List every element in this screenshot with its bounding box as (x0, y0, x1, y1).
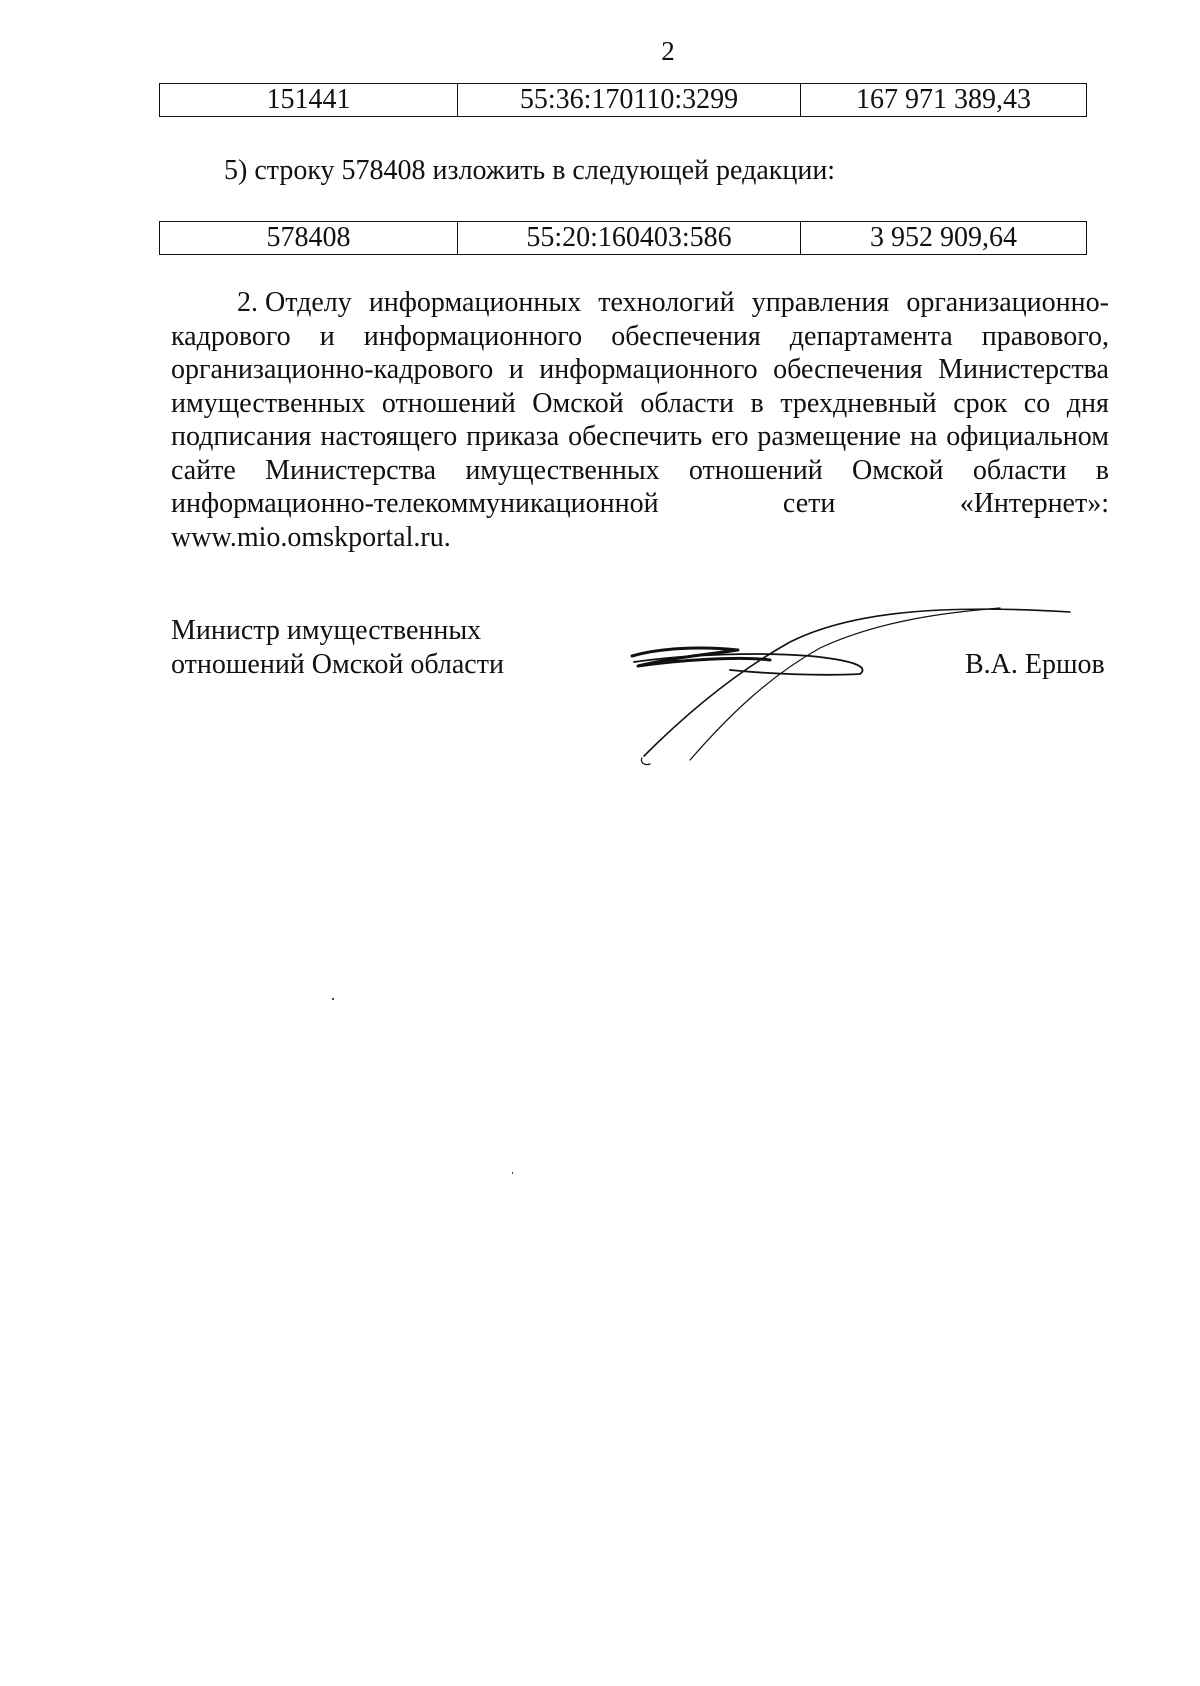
signatory-title-line: Министр имущественных (171, 615, 482, 646)
paragraph-word: на (909, 421, 938, 452)
table-cell-cadastral: 55:20:160403:586 (458, 222, 801, 255)
paragraph-word: информационно-телекоммуникационной (171, 488, 659, 519)
table-row (160, 222, 1087, 255)
paragraph-word: обеспечения (773, 354, 923, 385)
table-row (160, 84, 1087, 117)
paragraph-word: области (640, 387, 734, 419)
paragraph-word: официальном (946, 421, 1109, 452)
table-cell-number: 578408 (160, 222, 458, 255)
paragraph-word: кадрового (171, 320, 291, 352)
paragraph-word: трехдневный (780, 387, 937, 419)
paragraph-word: Омской (532, 387, 624, 419)
paragraph-word: дня (1066, 387, 1109, 419)
paragraph-word: приказа (466, 421, 560, 452)
paragraph-line (171, 420, 1109, 454)
page-number: 2 (661, 36, 675, 66)
paragraph-word: информационного (363, 320, 583, 352)
paragraph-word: и (319, 320, 335, 352)
paragraph-word: отношений (381, 387, 516, 419)
paragraph-line (171, 286, 1109, 320)
paragraph-word: департамента (789, 320, 953, 352)
paragraph-word: отношений (688, 454, 823, 486)
table-cell-cadastral: 55:36:170110:3299 (458, 84, 801, 117)
paragraph-word: «Интернет»: (959, 488, 1109, 519)
paragraph-line (171, 320, 1109, 354)
paragraph-word: со (1023, 387, 1051, 419)
paragraph-word: его (711, 421, 749, 452)
record-table-row-578408 (159, 221, 1087, 255)
paragraph-word: организационно- (906, 287, 1109, 318)
paragraph-word: имущественных (171, 387, 366, 419)
record-table-row-151441 (159, 83, 1087, 117)
table-cell-value: 3 952 909,64 (801, 222, 1087, 255)
paragraph-word: обеспечения (611, 320, 761, 352)
paragraph-word: размещение (757, 421, 902, 452)
paragraph-word: в (1095, 454, 1109, 486)
paragraph-word: Министерства (938, 354, 1109, 385)
paragraph-line (171, 353, 1109, 387)
paragraph-word: имущественных (465, 454, 660, 486)
instruction-text: 5) строку 578408 изложить в следующей редакции: (224, 155, 836, 186)
paragraph-word: технологий (598, 287, 735, 318)
paragraph-word: области (972, 454, 1067, 486)
signatory-name: В.А. Ершов (965, 649, 1105, 680)
paragraph-word: 2. Отделу (237, 287, 352, 318)
paragraph-line (171, 454, 1109, 488)
paragraph-word: управления (751, 287, 890, 318)
paragraph-word: сайте (171, 454, 236, 486)
scan-speck (332, 998, 334, 1000)
table-cell-value: 167 971 389,43 (801, 84, 1087, 117)
paragraph-word: обеспечить (568, 421, 703, 452)
paragraph-word: настоящего (320, 421, 458, 452)
paragraph-word: организационно-кадрового (171, 354, 494, 385)
paragraph-word: информационных (368, 287, 582, 318)
paragraph-word: срок (953, 387, 1008, 419)
order-paragraph-2 (171, 286, 1109, 554)
table-cell-number: 151441 (160, 84, 458, 117)
paragraph-word: правового, (981, 320, 1109, 352)
paragraph-word: Министерства (265, 454, 437, 486)
paragraph-word: Омской (852, 454, 944, 486)
paragraph-word: сети (782, 488, 836, 519)
paragraph-line (171, 487, 1109, 521)
paragraph-word: информационного (539, 354, 758, 385)
paragraph-word: в (750, 387, 764, 419)
paragraph-word: подписания (171, 421, 312, 452)
paragraph-last-line: www.mio.omskportal.ru. (171, 521, 451, 553)
signatory-title-line: отношений Омской области (171, 649, 504, 680)
paragraph-word: и (508, 354, 524, 385)
signatory-title (171, 614, 504, 682)
scan-speck (512, 1172, 513, 1174)
paragraph-line (171, 387, 1109, 421)
